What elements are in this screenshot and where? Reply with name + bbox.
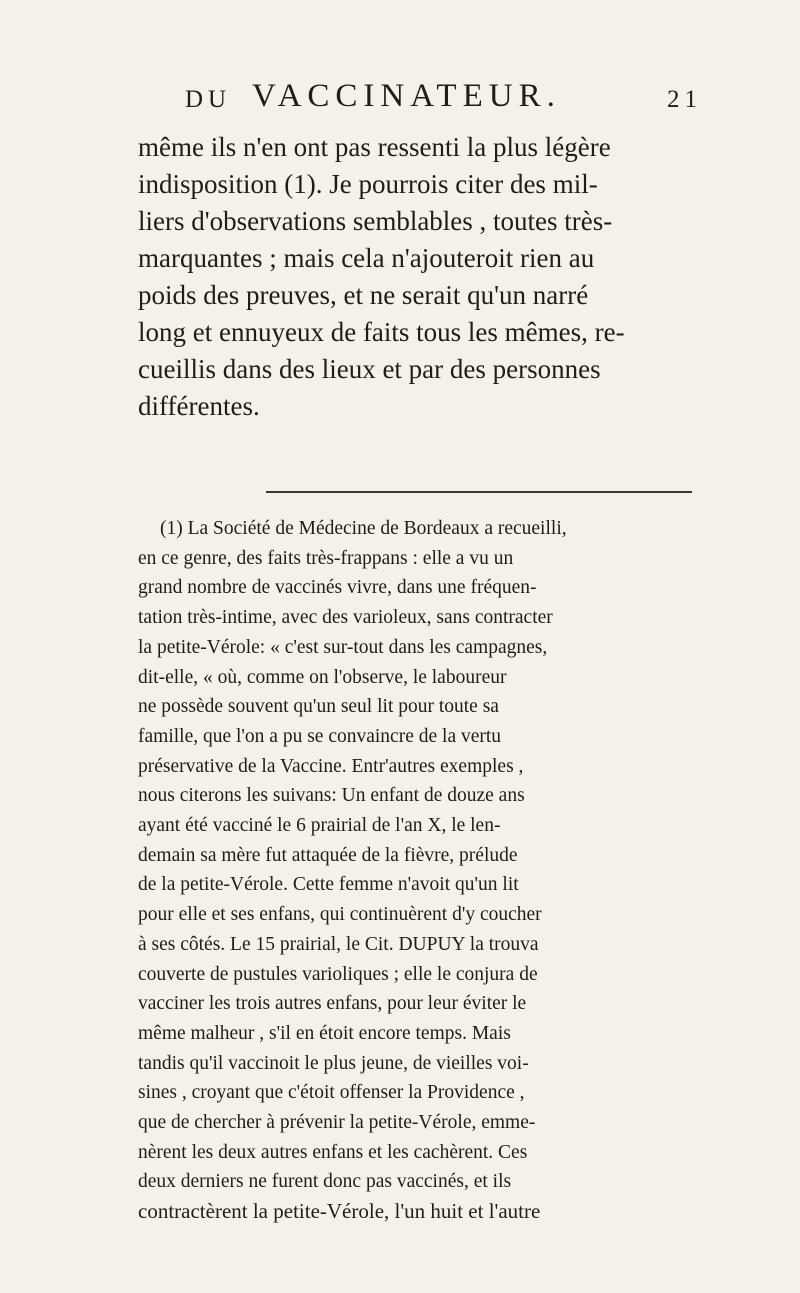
footnote-line: deux derniers ne furent donc pas vaccinés, et ils	[138, 1171, 512, 1193]
footnote-line: grand nombre de vaccinés vivre, dans une fréquen-	[138, 577, 537, 599]
main-text	[138, 129, 708, 425]
footnote-line: pour elle et ses enfans, qui continuèrent d'y coucher	[138, 904, 542, 926]
main-text-line: liers d'observations semblables , toutes très-	[138, 206, 613, 236]
footnote-line: de la petite-Vérole. Cette femme n'avoit qu'un lit	[138, 874, 519, 896]
footnote-line: ayant été vacciné le 6 prairial de l'an X, le len-	[138, 815, 501, 837]
footnote-line: sines , croyant que c'étoit offenser la Providence ,	[138, 1082, 525, 1104]
footnote-line: (1) La Société de Médecine de Bordeaux a recueilli,	[160, 518, 567, 539]
footnote-line: contractèrent la petite-Vérole, l'un huit et l'autre	[138, 1199, 541, 1224]
footnote-line: à ses côtés. Le 15 prairial, le Cit. DUPUY la trouva	[138, 933, 539, 955]
footnote-line: ne possède souvent qu'un seul lit pour toute sa	[138, 696, 499, 718]
main-text-line: marquantes ; mais cela n'ajouteroit rien au	[138, 243, 595, 273]
footnote-line: famille, que l'on a pu se convaincre de la vertu	[138, 725, 502, 747]
main-text-line: cueillis dans des lieux et par des personnes	[138, 354, 601, 384]
main-text-line: indisposition (1). Je pourrois citer des mil-	[138, 169, 598, 199]
footnote-line: tation très-intime, avec des varioleux, sans contracter	[138, 607, 553, 629]
footnote-line: demain sa mère fut attaquée de la fièvre, prélude	[138, 844, 518, 866]
footnote-separator	[266, 491, 692, 493]
footnote-line: couverte de pustules varioliques ; elle le conjura de	[138, 963, 538, 985]
main-text-line: long et ennuyeux de faits tous les mêmes, re-	[138, 317, 625, 347]
footnote-line: tandis qu'il vaccinoit le plus jeune, de vieilles voi-	[138, 1052, 529, 1074]
footnote-line: même malheur , s'il en étoit encore temps. Mais	[138, 1022, 511, 1044]
footnote-line: en ce genre, des faits très-frappans : elle a vu un	[138, 547, 514, 569]
footnote-line: que de chercher à prévenir la petite-Vérole, emme-	[138, 1112, 536, 1134]
running-head-title: VACCINATEUR.	[252, 78, 561, 114]
footnote-line: vacciner les trois autres enfans, pour leur éviter le	[138, 993, 527, 1015]
running-head-prefix: DU	[185, 86, 232, 113]
footnote-line: dit-elle, « où, comme on l'observe, le laboureur	[138, 666, 507, 688]
main-text-line: poids des preuves, et ne serait qu'un narré	[138, 280, 589, 310]
footnote	[138, 514, 710, 1227]
main-text-line: différentes.	[138, 391, 260, 421]
main-text-line: même ils n'en ont pas ressenti la plus légère	[138, 132, 611, 162]
footnote-line: nèrent les deux autres enfans et les cachèrent. Ces	[138, 1141, 528, 1163]
page-number: 21	[667, 86, 702, 113]
footnote-line: nous citerons les suivans: Un enfant de douze ans	[138, 785, 525, 807]
footnote-line: préservative de la Vaccine. Entr'autres exemples ,	[138, 755, 524, 777]
footnote-line: la petite-Vérole: « c'est sur-tout dans les campagnes,	[138, 636, 548, 658]
running-head	[150, 78, 702, 118]
